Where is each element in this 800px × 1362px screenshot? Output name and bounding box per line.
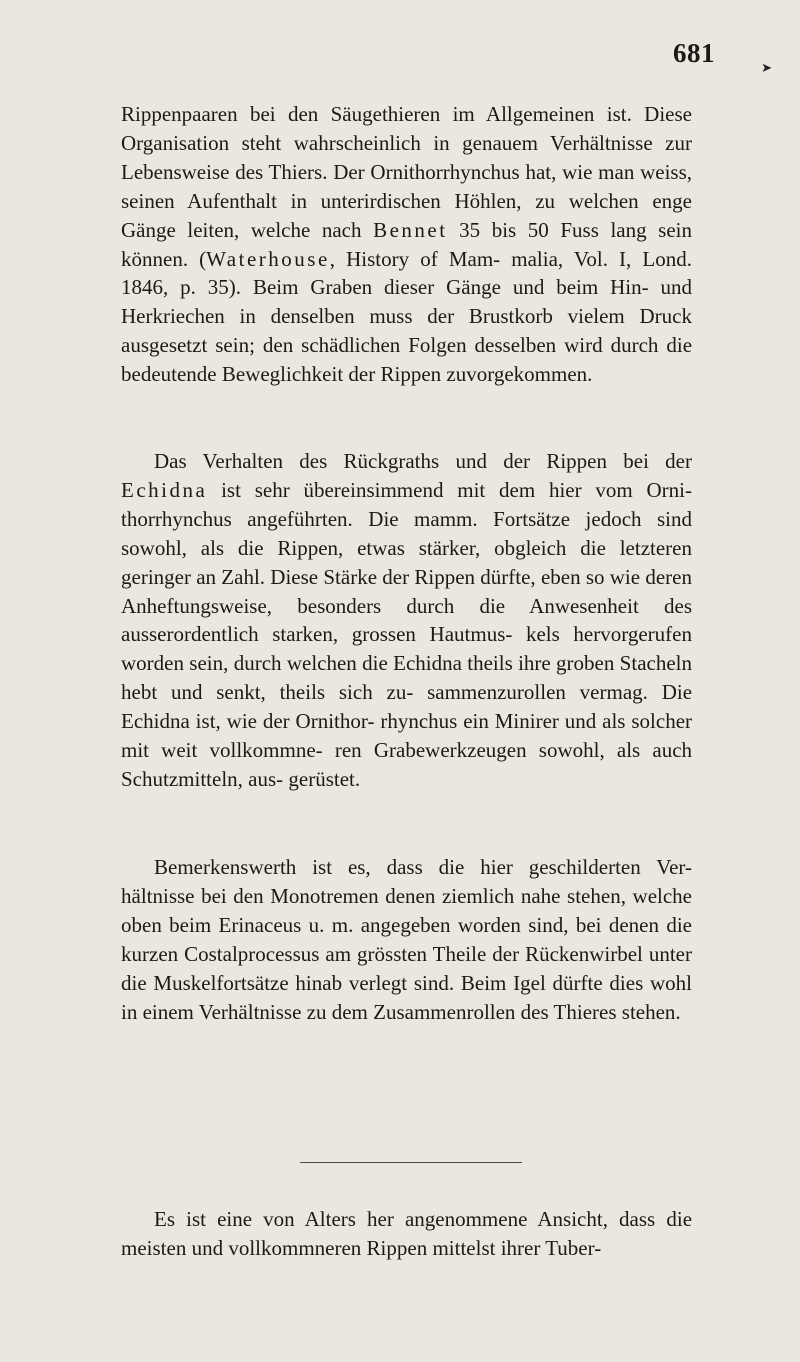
- text-line: ren Grabewerkzeugen sowohl, als auch Schutzmitteln, aus-: [121, 738, 693, 791]
- text-line: wie man weiss, seinen Aufenthalt in unterirdischen Höhlen,: [121, 159, 692, 213]
- author-name: Bennet: [373, 217, 448, 242]
- text-line: der Brustkorb vielem Druck ausgesetzt sein; den schädlichen: [121, 304, 692, 358]
- text-line: Rückenwirbel unter die Muskelfortsätze hinab verlegt sind.: [121, 941, 692, 995]
- text-line: welche oben beim Erinaceus u. m. angegeben worden sind,: [121, 883, 692, 937]
- text-line: Organisation steht wahrscheinlich in genauem Verhältnisse: [121, 130, 653, 155]
- text-line: 35 bis: [447, 217, 517, 242]
- margin-arrow-icon: ➤: [761, 60, 772, 75]
- paragraph-4: [121, 1205, 692, 1263]
- text-line: die meisten und vollkommneren Rippen mittelst ihrer Tuber-: [121, 1207, 693, 1260]
- page-number: 681: [673, 38, 715, 68]
- text-line: sammenzurollen vermag. Die Echidna ist, wie der Ornithor-: [121, 680, 693, 734]
- text-line: letzteren geringer an Zahl. Diese Stärke der Rippen dürfte,: [121, 535, 692, 589]
- text-line: ist sehr übereinsimmend mit dem hier vom Orni-: [207, 477, 692, 502]
- text-line: Zusammenrollen des Thieres stehen.: [373, 999, 681, 1024]
- paragraph-text: [121, 1205, 692, 1263]
- text-line: kels hervorgerufen worden sein, durch welchen die Echidna: [121, 622, 692, 676]
- text-line: , History of Mam-: [329, 246, 501, 271]
- text-line: Es ist eine von Alters her angenommene Ansicht, dass: [154, 1207, 656, 1231]
- text-line: Rippenpaaren bei den Säugethieren im Allgemeinen ist. Diese: [121, 102, 692, 126]
- paragraph-text: [121, 853, 692, 1026]
- paragraph-1: [121, 100, 692, 389]
- text-line: Folgen desselben wird durch die bedeutende Beweglichkeit: [121, 333, 693, 387]
- text-line: hältnisse bei den Monotremen denen ziemlich nahe stehen,: [121, 883, 626, 908]
- text-line: gerüstet.: [288, 766, 361, 791]
- paragraph-2: [121, 447, 692, 794]
- paragraph-text: [121, 447, 692, 794]
- paragraph-3: [121, 853, 692, 1026]
- genus-name: Echidna: [121, 477, 208, 502]
- text-line: bei denen die kurzen Costalprocessus am grössten Theile der: [121, 912, 692, 966]
- text-line: 50 Fuss lang sein können. (: [121, 217, 693, 271]
- text-line: zur Lebensweise des Thiers. Der Ornithorrhynchus hat,: [121, 130, 692, 184]
- text-line: eben so wie deren Anheftungsweise, besonders durch die: [121, 564, 692, 618]
- text-line: Anwesenheit des ausserordentlich starken, grossen Hautmus-: [121, 593, 692, 647]
- text-line: der Rippen zuvorgekommen.: [348, 362, 593, 387]
- paragraph-text: [121, 100, 692, 389]
- text-line: malia, Vol. I, Lond. 1846, p. 35). Beim Graben dieser: [121, 246, 692, 300]
- text-line: zu welchen enge Gänge leiten, welche nach: [121, 188, 692, 242]
- text-line: Gänge und beim Hin- und Herkriechen in denselben muss: [121, 275, 693, 329]
- text-line: rhynchus ein Minirer und als solcher mit weit vollkommne-: [121, 709, 693, 763]
- text-line: theils ihre groben Stacheln hebt und senkt, theils sich zu-: [121, 651, 692, 705]
- text-line: sind sowohl, als die Rippen, etwas stärker, obgleich die: [121, 506, 692, 560]
- text-line: Beim Igel dürfte dies wohl in einem Verhältnisse zu dem: [121, 970, 692, 1024]
- author-name: Waterhouse: [206, 246, 330, 271]
- text-line: Bemerkenswerth ist es, dass die hier geschilderten Ver-: [154, 855, 692, 879]
- text-line: Das Verhalten des Rückgraths und der Rippen bei der: [154, 449, 692, 473]
- section-divider: [300, 1162, 522, 1163]
- text-line: thorrhynchus angeführten. Die mamm. Fortsätze jedoch: [121, 506, 642, 531]
